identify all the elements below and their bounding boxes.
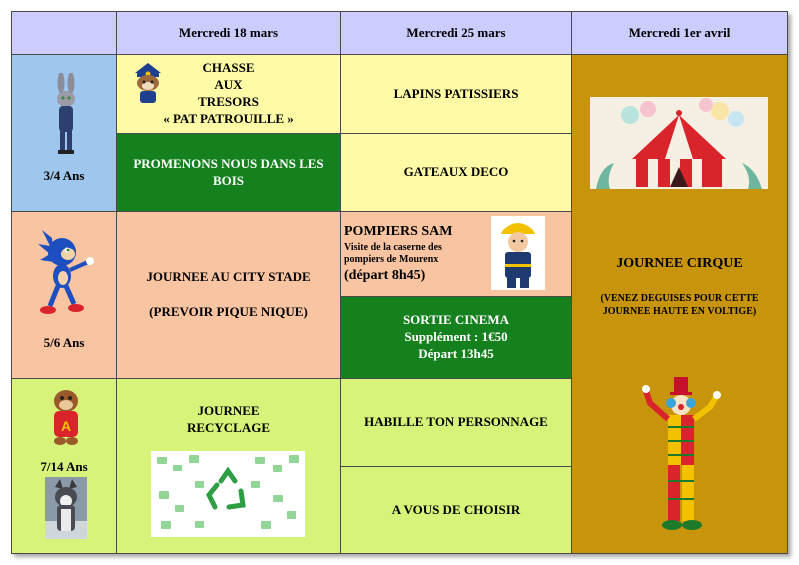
pup-character-icon: [131, 61, 165, 105]
activity-note: (VENEZ DEGUISES POUR CETTE JOURNEE HAUTE EN VOLTIGE): [600, 293, 759, 317]
circus-tent-image: [590, 97, 768, 189]
age-label: 7/14 Ans: [40, 459, 88, 474]
activity-title: JOURNEE CIRQUE: [616, 256, 743, 271]
corner-cell: [11, 11, 117, 55]
age-cell-5-6: [11, 211, 117, 379]
activity-line: TRESORS: [198, 94, 259, 109]
age-label: 3/4 Ans: [43, 168, 85, 184]
activity-title: JOURNEE AU CITY STADE: [146, 269, 311, 285]
header-col-1er-avril: [571, 11, 788, 55]
activity-line: JOURNEE: [197, 403, 260, 418]
activity-title: A VOUS DE CHOISIR: [391, 501, 521, 517]
activity-note: (PREVOIR PIQUE NIQUE): [149, 304, 308, 319]
gateaux-deco-cell: [340, 133, 572, 212]
journee-recyclage-cell: [116, 378, 341, 554]
a-vous-de-choisir-cell: [340, 466, 572, 554]
habille-ton-personnage-cell: [340, 378, 572, 467]
age-cell-3-4: [11, 54, 117, 212]
activity-line: RECYCLAGE: [186, 419, 271, 435]
svg-text:A: A: [60, 418, 72, 434]
activity-line: CHASSE: [202, 60, 255, 76]
header-label: Mercredi 18 mars: [178, 24, 279, 40]
activity-title: PROMENONS NOUS DANS LES BOIS: [133, 155, 324, 188]
pompiers-sam-cell: [340, 211, 572, 297]
hedgehog-character-icon: [38, 228, 96, 320]
age-cell-7-14: [11, 378, 117, 554]
journee-cirque-cell: [571, 54, 788, 554]
header-col-18-mars: [116, 11, 341, 55]
header-label: Mercredi 25 mars: [406, 24, 506, 40]
activity-title: POMPIERS SAM: [344, 224, 453, 240]
city-stade-cell: [116, 211, 341, 379]
activity-price: Supplément : 1€50: [404, 329, 508, 345]
activity-title: SORTIE CINEMA: [402, 312, 510, 328]
activity-schedule-table: [11, 11, 788, 554]
activity-time: Départ 13h45: [418, 345, 494, 361]
header-label: Mercredi 1er avril: [628, 24, 731, 40]
activity-title: LAPINS PATISSIERS: [393, 85, 519, 101]
activity-line: AUX: [214, 77, 243, 93]
chipmunk-character-icon: [50, 387, 82, 447]
activity-time: (départ 8h45): [344, 267, 426, 283]
promenons-cell: [116, 133, 341, 212]
clown-image: [640, 377, 724, 537]
husky-photo: [45, 477, 87, 539]
firefighter-character-icon: [491, 216, 545, 290]
lapins-patissiers-cell: [340, 54, 572, 134]
bunny-character-icon: [50, 73, 82, 157]
cirque-text: [572, 255, 787, 318]
recycling-icon: [151, 451, 305, 537]
age-label: 5/6 Ans: [43, 335, 85, 351]
activity-title: GATEAUX DECO: [403, 164, 509, 180]
activity-detail: Visite de la caserne des pompiers de Mourenx: [344, 241, 442, 265]
sortie-cinema-cell: [340, 296, 572, 379]
activity-line: « PAT PATROUILLE »: [163, 110, 294, 126]
header-col-25-mars: [340, 11, 572, 55]
activity-title: HABILLE TON PERSONNAGE: [364, 414, 548, 430]
chasse-aux-tresors-cell: [116, 54, 341, 134]
